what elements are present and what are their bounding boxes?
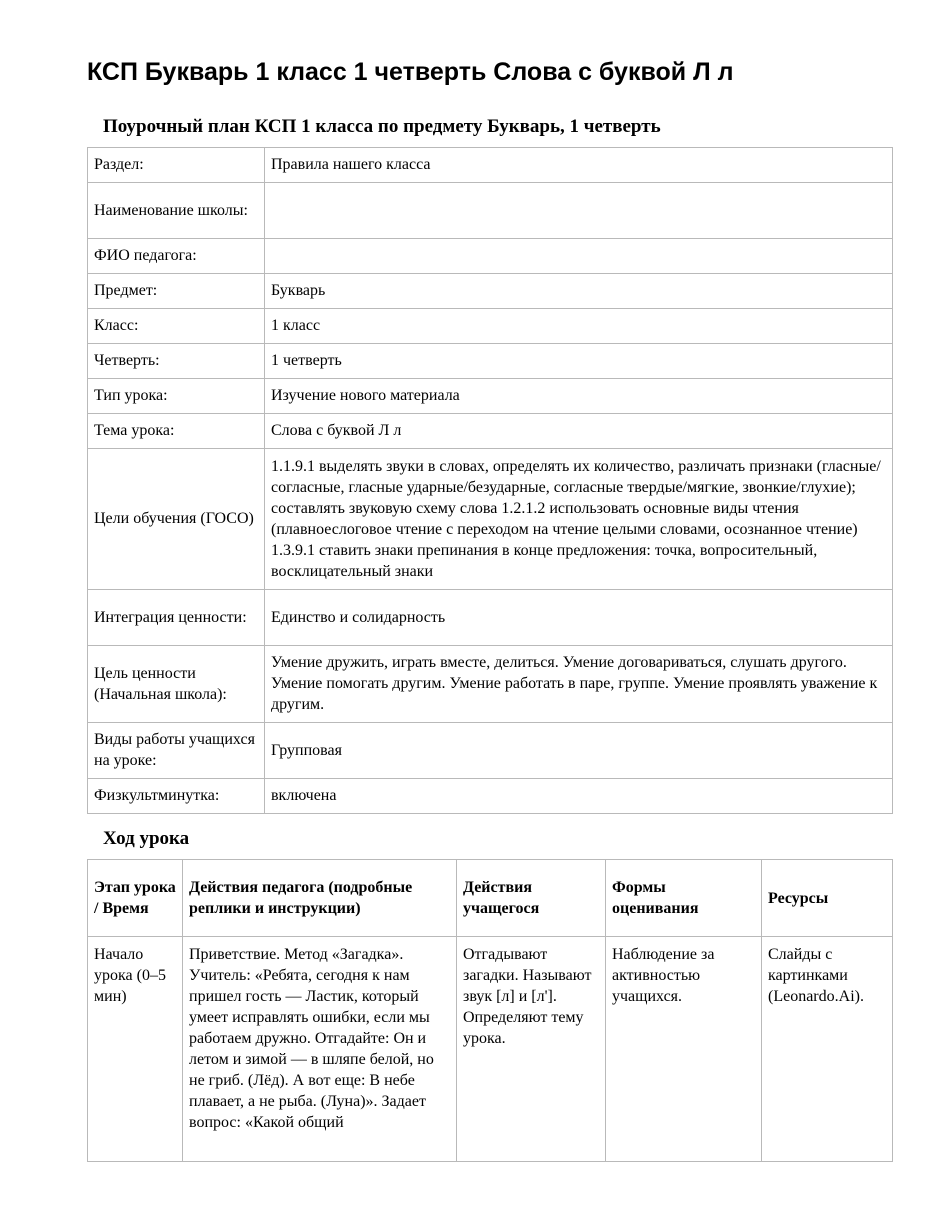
table-row [88,937,893,1162]
row-label-school: Наименование школы: [88,183,265,239]
lesson-plan-table [87,147,893,814]
row-label-section: Раздел: [88,148,265,183]
cell-resources: Слайды с картинками (Leonardo.Ai). [762,937,893,1162]
table-row [88,183,893,239]
table-row [88,344,893,379]
row-value-physical-break: включена [265,779,893,814]
column-header-resources: Ресурсы [762,860,893,937]
row-value-subject: Букварь [265,274,893,309]
row-label-physical-break: Физкультминутка: [88,779,265,814]
row-label-quarter: Четверть: [88,344,265,379]
row-value-lesson-topic: Слова с буквой Л л [265,414,893,449]
column-header-stage: Этап урока / Время [88,860,183,937]
row-label-lesson-type: Тип урока: [88,379,265,414]
row-value-value-integration: Единство и солидарность [265,590,893,646]
row-label-grade: Класс: [88,309,265,344]
row-label-value-goal: Цель ценности (Начальная школа): [88,646,265,723]
cell-teacher-actions: Приветствие. Метод «Загадка». Учитель: «Ребята, сегодня к нам пришел гость — Ластик, который умеет исправлять ошибки, если мы работаем дружно. Отгадайте: Он и летом и зимой — в шляпе белой, но не гриб. (Лёд). А вот еще: В небе плавает, а не рыба. (Луна)». Задает вопрос: «Какой общий [183,937,457,1162]
table-row [88,779,893,814]
row-value-value-goal: Умение дружить, играть вместе, делиться. Умение договариваться, слушать другого. Умение помогать другим. Умение работать в паре, группе. Умение проявлять уважение к другим. [265,646,893,723]
row-value-section: Правила нашего класса [265,148,893,183]
table-row [88,239,893,274]
column-header-teacher-actions: Действия педагога (подробные реплики и инструкции) [183,860,457,937]
plan-heading: Поурочный план КСП 1 класса по предмету Букварь, 1 четверть [103,116,661,137]
row-value-school [265,183,893,239]
table-header-row [88,860,893,937]
table-row [88,379,893,414]
table-row [88,723,893,779]
cell-stage: Начало урока (0–5 мин) [88,937,183,1162]
row-value-teacher [265,239,893,274]
lesson-progress-heading: Ход урока [103,828,190,849]
row-label-lesson-topic: Тема урока: [88,414,265,449]
table-row [88,449,893,590]
table-row [88,414,893,449]
page-title: КСП Букварь 1 класс 1 четверть Слова с буквой Л л [87,58,734,86]
row-value-work-types: Групповая [265,723,893,779]
table-row [88,274,893,309]
table-row [88,148,893,183]
row-label-value-integration: Интеграция ценности: [88,590,265,646]
cell-student-actions: Отгадывают загадки. Называют звук [л] и [л']. Определяют тему урока. [457,937,606,1162]
row-label-learning-goals: Цели обучения (ГОСО) [88,449,265,590]
column-header-student-actions: Действия учащегося [457,860,606,937]
lesson-progress-table [87,859,893,1162]
cell-assessment: Наблюдение за активностью учащихся. [606,937,762,1162]
row-value-quarter: 1 четверть [265,344,893,379]
row-value-lesson-type: Изучение нового материала [265,379,893,414]
table-row [88,590,893,646]
column-header-assessment: Формы оценивания [606,860,762,937]
table-row [88,309,893,344]
row-label-work-types: Виды работы учащихся на уроке: [88,723,265,779]
row-label-teacher: ФИО педагога: [88,239,265,274]
row-label-subject: Предмет: [88,274,265,309]
row-value-learning-goals: 1.1.9.1 выделять звуки в словах, определять их количество, различать признаки (гласные/ согласные, гласные ударные/безударные, согласные твердые/мягкие, звонкие/глухие); составлять звуковую схему слова 1.2.1.2 использовать основные виды чтения (плавноеслоговое чтение с переходом на чтение целыми словами, осознанное чтение) 1.3.9.1 ставить знаки препинания в конце предложения: точка, вопросительный, восклицательный знаки [265,449,893,590]
row-value-grade: 1 класс [265,309,893,344]
table-row [88,646,893,723]
